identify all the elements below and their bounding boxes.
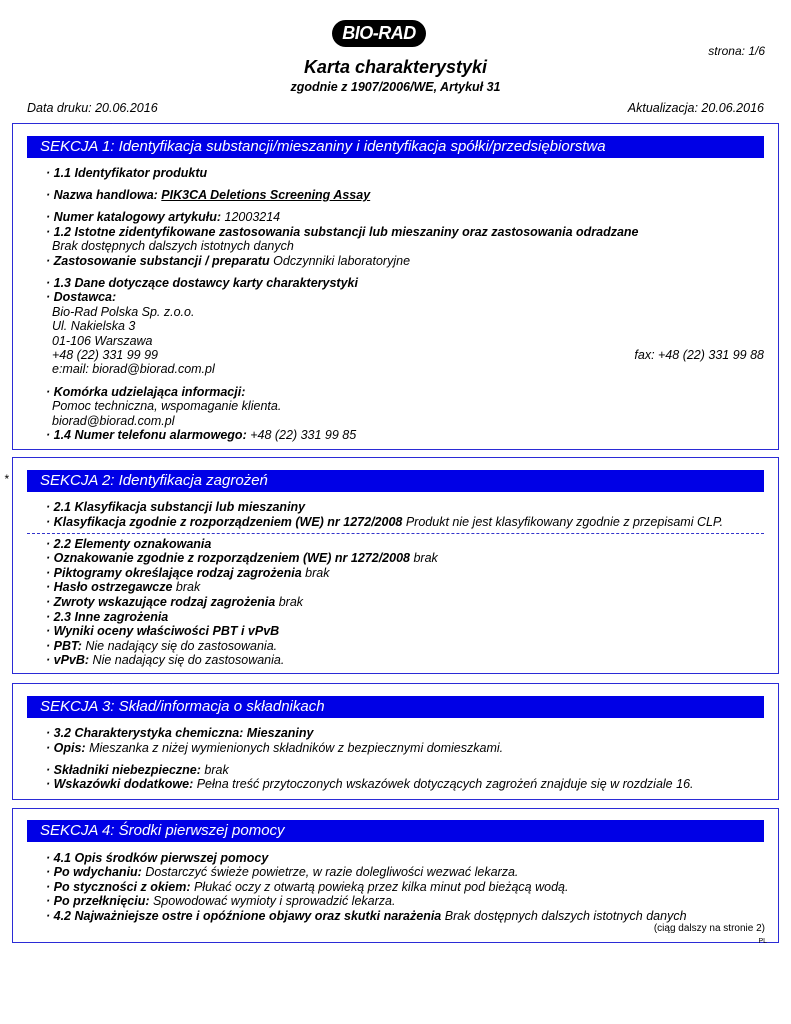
s1-email: e:mail: biorad@biorad.com.pl: [52, 362, 215, 376]
s2-line: · 2.3 Inne zagrożenia: [46, 610, 169, 624]
document-subtitle: zgodnie z 1907/2006/WE, Artykuł 31: [290, 80, 501, 94]
section-1-title: SEKCJA 1: Identyfikacja substancji/mieszaniny i identyfikacja spółki/przedsiębiorstwa: [27, 136, 764, 158]
s2-pbt: · PBT: Nie nadający się do zastosowania.: [46, 639, 278, 653]
s2-labelling: · Oznakowanie zgodnie z rozporządzeniem (WE) nr 1272/2008 brak: [46, 551, 438, 565]
print-date: Data druku: 20.06.2016: [27, 101, 158, 115]
s1-fax: fax: +48 (22) 331 99 88: [634, 348, 764, 362]
s2-pictograms: · Piktogramy określające rodzaj zagrożenia brak: [46, 566, 330, 580]
continued-note: (ciąg dalszy na stronie 2): [653, 923, 765, 934]
s1-line: biorad@biorad.com.pl: [52, 414, 175, 428]
revision-marker: *: [4, 472, 9, 486]
s2-classification: · Klasyfikacja zgodnie z rozporządzeniem (WE) nr 1272/2008 Produkt nie jest klasyfikowany zgodnie z przepisami CLP.: [46, 515, 724, 529]
product-name: PIK3CA Deletions Screening Assay: [161, 188, 371, 202]
s2-vpvb: · vPvB: Nie nadający się do zastosowania.: [46, 653, 285, 667]
s2-hazard-statements: · Zwroty wskazujące rodzaj zagrożenia brak: [46, 595, 304, 609]
s1-emergency: · 1.4 Numer telefonu alarmowego: +48 (22) 331 99 85: [46, 428, 357, 442]
s1-line: · 1.3 Dane dotyczące dostawcy karty charakterystyki: [46, 276, 358, 290]
s4-symptoms: · 4.2 Najważniejsze ostre i opóźnione objawy oraz skutki narażenia Brak dostępnych dalszych istotnych danych: [46, 909, 687, 923]
s1-line: · Dostawca:: [46, 290, 117, 304]
section-3-title: SEKCJA 3: Skład/informacja o składnikach: [27, 696, 764, 718]
language-code: PL: [758, 938, 767, 945]
s1-phone: +48 (22) 331 99 99: [52, 348, 158, 362]
s2-line: · 2.1 Klasyfikacja substancji lub mieszaniny: [46, 500, 306, 514]
s1-use: · Zastosowanie substancji / preparatu Odczynniki laboratoryjne: [46, 254, 411, 268]
s1-line: · 1.2 Istotne zidentyfikowane zastosowania substancji lub mieszaniny oraz zastosowania odradzane: [46, 225, 639, 239]
section-2-title: SEKCJA 2: Identyfikacja zagrożeń: [27, 470, 764, 492]
dashed-divider: [27, 533, 764, 534]
s1-line: Ul. Nakielska 3: [52, 319, 136, 333]
s3-additional: · Wskazówki dodatkowe: Pełna treść przytoczonych wskazówek dotyczących zagrożeń znajduje się w rozdziale 16.: [46, 777, 694, 791]
s1-line: Bio-Rad Polska Sp. z.o.o.: [52, 305, 195, 319]
s1-line: · Komórka udzielająca informacji:: [46, 385, 246, 399]
page-number: strona: 1/6: [708, 44, 765, 58]
section-4-title: SEKCJA 4: Środki pierwszej pomocy: [27, 820, 764, 842]
update-date: Aktualizacja: 20.06.2016: [627, 101, 764, 115]
s1-catalog: · Numer katalogowy artykułu: 12003214: [46, 210, 281, 224]
s3-line: · 3.2 Charakterystyka chemiczna: Mieszaniny: [46, 726, 314, 740]
s3-description: · Opis: Mieszanka z niżej wymienionych składników z bezpiecznymi domieszkami.: [46, 741, 504, 755]
s1-line: Brak dostępnych dalszych istotnych danych: [52, 239, 294, 253]
s1-trade-name: · Nazwa handlowa: PIK3CA Deletions Screening Assay: [46, 188, 371, 202]
s4-ingestion: · Po przełknięciu: Spowodować wymioty i sprowadzić lekarza.: [46, 894, 396, 908]
s2-line: · Wyniki oceny właściwości PBT i vPvB: [46, 624, 280, 638]
s1-line: · 1.1 Identyfikator produktu: [46, 166, 208, 180]
s4-line: · 4.1 Opis środków pierwszej pomocy: [46, 851, 269, 865]
logo-text: BIO-RAD: [342, 23, 416, 43]
s2-signal-word: · Hasło ostrzegawcze brak: [46, 580, 201, 594]
s2-line: · 2.2 Elementy oznakowania: [46, 537, 212, 551]
s3-hazardous: · Składniki niebezpieczne: brak: [46, 763, 229, 777]
s1-line: Pomoc techniczna, wspomaganie klienta.: [52, 399, 282, 413]
s4-inhalation: · Po wdychaniu: Dostarczyć świeże powietrze, w razie dolegliwości wezwać lekarza.: [46, 865, 519, 879]
bio-rad-logo: [332, 20, 426, 47]
s1-line: 01-106 Warszawa: [52, 334, 153, 348]
s4-eye-contact: · Po styczności z okiem: Płukać oczy z otwartą powieką przez kilka minut pod bieżącą wodą.: [46, 880, 569, 894]
document-title: Karta charakterystyki: [303, 57, 488, 77]
